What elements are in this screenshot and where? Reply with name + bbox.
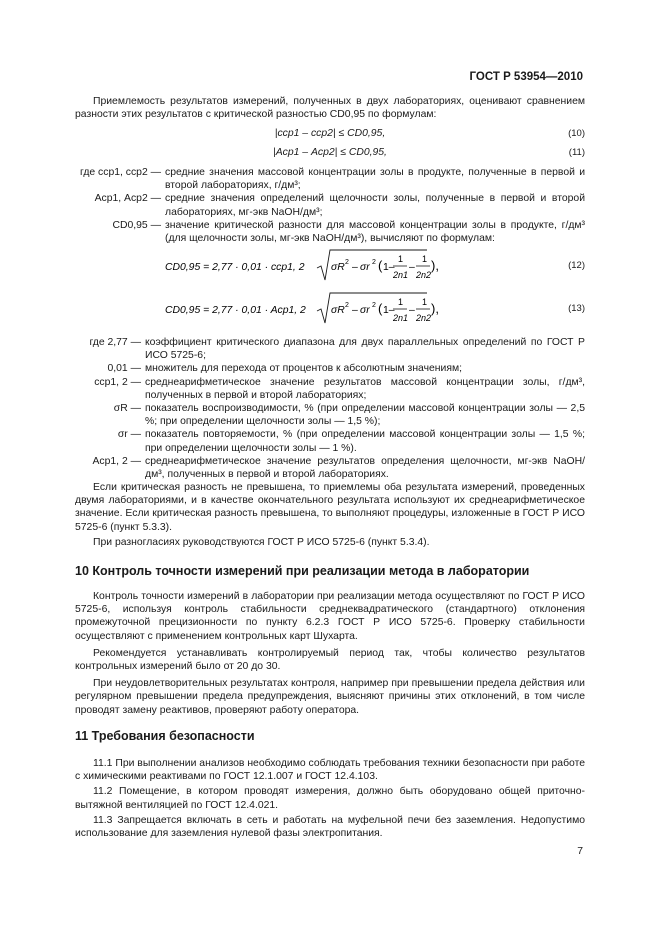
one-minus: 1– [383,305,395,316]
formula-13-lhs: CD0,95 = 2,77 · 0,01 · Aср1, 2 [165,305,306,316]
frac1-numerator: 1 [398,297,404,307]
definitions-2 [75,336,585,481]
frac1-numerator: 1 [398,254,404,264]
sigma-R-power: 2 [345,259,349,266]
svg-text:),: ), [431,301,439,316]
definition-item: cср1, 2 — среднеарифметическое значение результатов массовой концентрации золы, г/дм³, полученных в первой и второй лабораториях; [94,376,585,401]
sigma-r-power: 2 [372,259,376,266]
formula-12-lhs: CD0,95 = 2,77 · 0,01 · cср1, 2 [165,262,305,273]
section-10-body: Контроль точности измерений в лаборатории при реализации метода осуществляют по ГОСТ Р ИСО 5725-6, используя контроль стабильности среднеквадратического (стандартного) отклонения промежуточной прецизионности по пункту 6.2.3 ГОСТ Р ИСО 5725-6. Проверку стабильности осуществляют с применением контрольных карт Шухарта. Рекомендуется устанавливать контролируемый период так, чтобы количество результатов контрольных измерений было от 20 до 30. При неудовлетворительных результатах контроля, например при превышении предела действия или регулярном превышении предела предупреждения, выясняют причины этих отклонений, в том числе проводят замену реактивов, проверяют работу оператора. [75,591,585,716]
svg-text:),: ), [431,258,439,273]
definition-item: σr — показатель повторяемости, % (при определении массовой концентрации золы — 1,5 %; при определении щелочности золы — 1 %). [117,429,585,454]
page-number: 7 [577,846,583,857]
sigma-R: σR [331,262,345,273]
definition-item: где 2,77 — коэффициент критического диапазона для двух параллельных определений по ГОСТ Р ИСО 5725-6; [89,337,585,362]
frac2-numerator: 1 [422,254,428,264]
one-minus: 1– [383,262,395,273]
svg-text:(: ( [378,301,383,316]
definition-item: σR — показатель воспроизводимости, % (при определении массовой концентрации золы — 2,5 %; при определении щелочности золы — 1,5 %); [113,403,585,428]
definition-item: CD0,95 — значение критической разности для массовой концентрации золы в продукте, г/дм³ (для щелочности золы, мг-экв NaOH/дм³), вычисляют по формулам: [112,219,585,245]
sigma-R-power: 2 [345,302,349,309]
frac2-denominator: 2n2 [416,270,432,280]
formula-13: CD0,95 = 2,77 · 0,01 · Aср1, 2 σR 2 – σr 2 ( 1– 1 2n1 – 1 2n2 ), (13) [75,289,585,329]
sigma-R: σR [331,305,345,316]
formula-13-svg [165,289,525,329]
sigma-r: σr [360,305,370,316]
acceptance-paragraph: Если критическая разность не превышена, то приемлемы оба результата измерений, проведенных двумя лабораториями, и в качестве окончательного результата используют их среднеарифметическое значение. Если критическая разность превышена, то выполняют процедуры, изложенные в ГОСТ Р ИСО 5725-6 (пункт 5.3.3). При разногласиях руководствуются ГОСТ Р ИСО 5725-6 (пункт 5.3.4). [75,482,585,548]
frac-minus: – [409,305,415,316]
formula-12-svg [165,246,525,286]
svg-text:(: ( [378,258,383,273]
sigma-r: σr [360,262,370,273]
frac-minus: – [409,262,415,273]
frac1-denominator: 2n1 [393,270,409,280]
minus-sign: – [352,305,358,316]
frac1-denominator: 2n1 [393,313,409,323]
section-10-title: 10 Контроль точности измерений при реализации метода в лаборатории [75,564,530,578]
sigma-r-power: 2 [372,302,376,309]
definition-item: 0,01 — множитель для перехода от процентов к абсолютным значениям; [107,363,463,375]
minus-sign: – [352,262,358,273]
frac2-denominator: 2n2 [416,313,432,323]
standard-header: ГОСТ Р 53954—2010 [469,71,583,83]
formula-11: |Aср1 – Aср2| ≤ CD0,95, (11) [273,147,585,158]
intro-paragraph: Приемлемость результатов измерений, полученных в двух лабораториях, оценивают сравнением разности этих результатов с критической разностью CD0,95 по формулам: [75,96,585,121]
formula-12: CD0,95 = 2,77 · 0,01 · cср1, 2 σR 2 – σr 2 ( 1– 1 2n1 – 1 2n2 ), (12) [75,246,585,286]
definitions-1 [75,166,585,245]
definition-item: Aср1, 2 — среднеарифметическое значение результатов определения щелочности, мг-экв NaOH/дм³, полученных в первой и второй лабораториях. [92,455,585,481]
frac2-numerator: 1 [422,297,428,307]
formula-10: |cср1 – cср2| ≤ CD0,95, (10) [274,128,585,139]
section-11-body: 11.1 При выполнении анализов необходимо соблюдать требования техники безопасности при работе с химическими реактивами по ГОСТ 12.1.007 и ГОСТ 12.4.103. 11.2 Помещение, в котором проводят измерения, должно быть оборудовано общей приточно-вытяжной вентиляцией по ГОСТ 12.4.021. 11.3 Запрещается включать в сеть и работать на муфельной печи без заземления. Недопустимо использование для заземления нулевой фазы электропитания. [75,758,585,840]
section-11-title: 11 Требования безопасности [75,729,255,743]
definition-item: Aср1, Aср2 — средние значения определений щелочности золы, полученные в первой и второй лабораториях, мг-экв NaOH/дм³; [94,193,585,218]
definition-item: где cср1, cср2 — средние значения массовой концентрации золы в продукте, полученные в первой и второй лабораториях, г/дм³; [80,167,585,192]
